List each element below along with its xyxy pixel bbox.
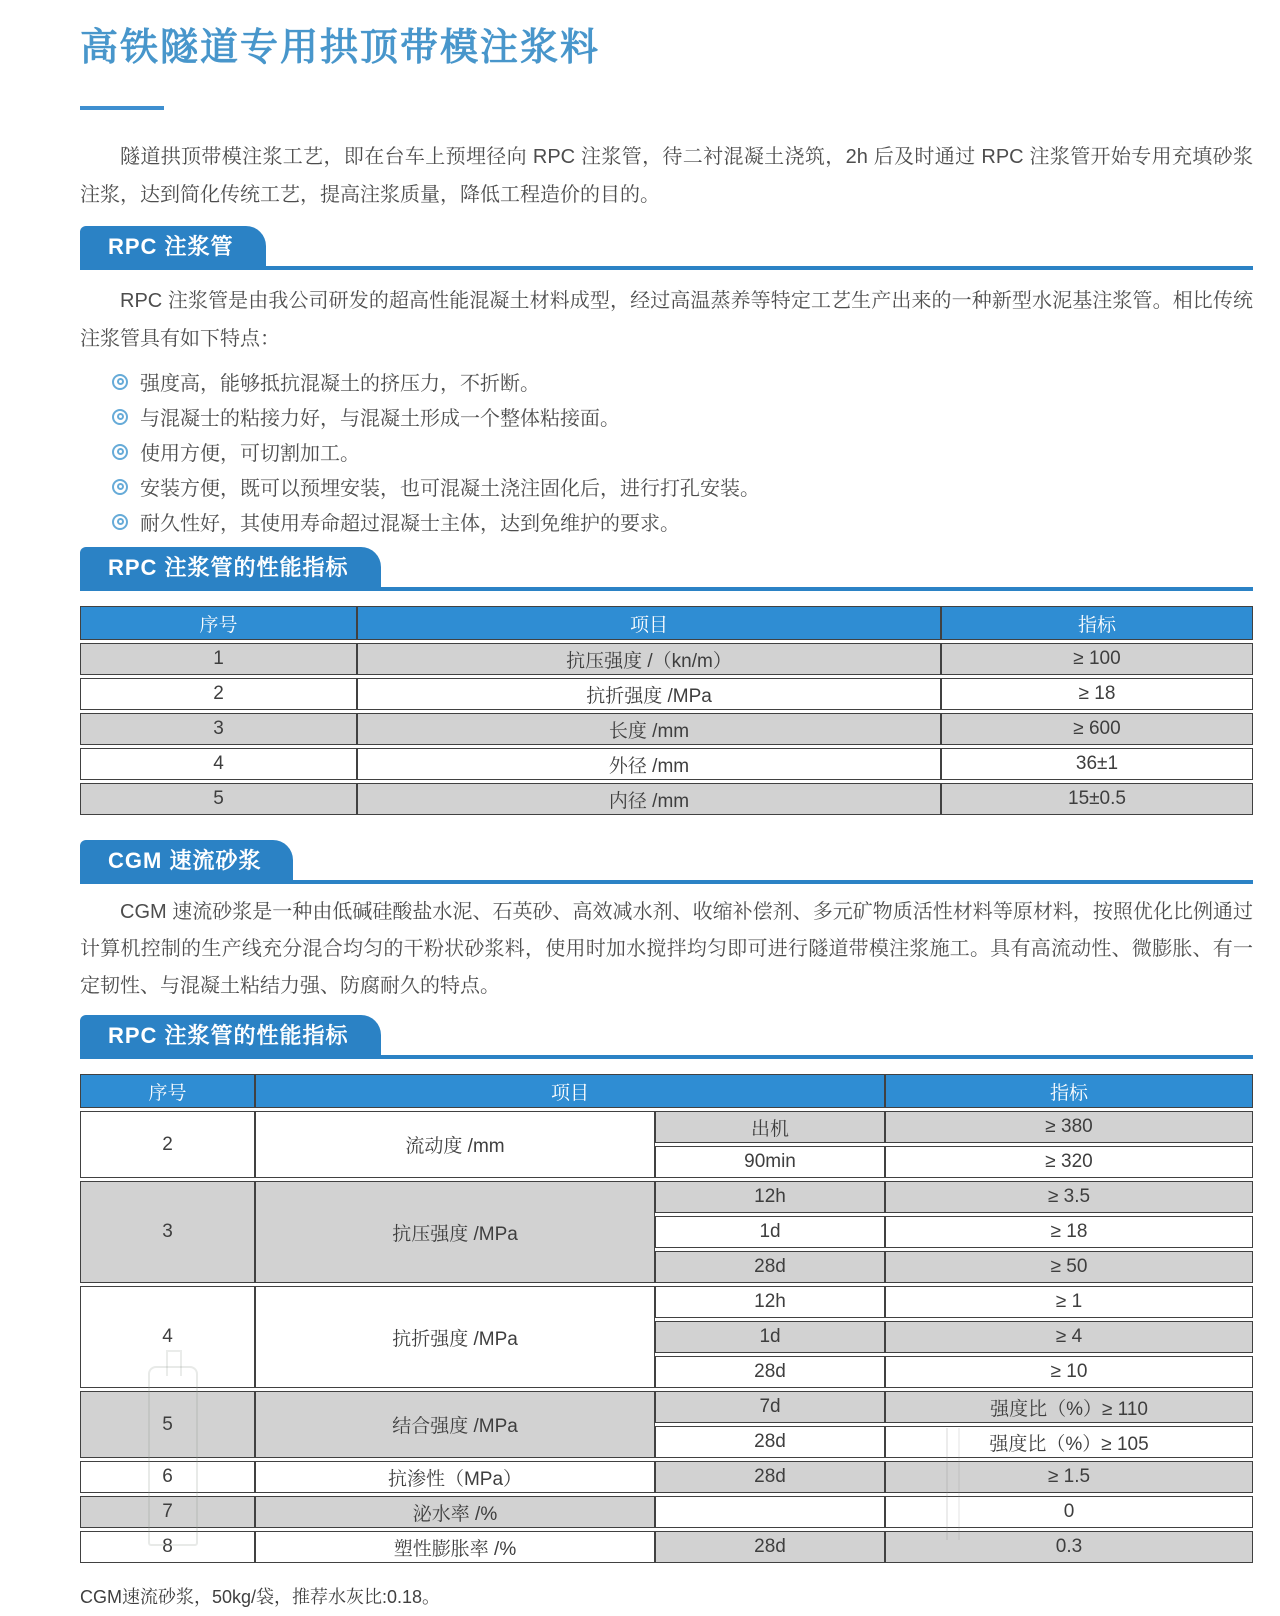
cell-item: 抗压强度 /（kn/m） bbox=[357, 643, 941, 675]
cell-no: 2 bbox=[80, 1111, 255, 1178]
column-header-value: 指标 bbox=[885, 1074, 1253, 1108]
table-row bbox=[80, 1286, 1253, 1318]
cell-no: 5 bbox=[80, 1391, 255, 1458]
cell-no: 5 bbox=[80, 783, 357, 815]
column-header-no: 序号 bbox=[80, 606, 357, 640]
cell-condition: 12h bbox=[655, 1181, 885, 1213]
cell-condition: 12h bbox=[655, 1286, 885, 1318]
table-row bbox=[80, 1181, 1253, 1213]
column-header-no: 序号 bbox=[80, 1074, 255, 1108]
cell-value: 强度比（%）≥ 110 bbox=[885, 1391, 1253, 1423]
cell-value: ≥ 18 bbox=[885, 1216, 1253, 1248]
cell-value: 0.3 bbox=[885, 1531, 1253, 1563]
feature-item bbox=[112, 364, 1253, 399]
cell-condition: 28d bbox=[655, 1426, 885, 1458]
cell-item: 抗折强度 /MPa bbox=[255, 1286, 655, 1388]
double-circle-bullet-icon bbox=[112, 409, 128, 425]
double-circle-bullet-icon bbox=[112, 374, 128, 390]
feature-text: 安装方便，既可以预埋安装，也可混凝土浇注固化后，进行打孔安装。 bbox=[140, 478, 760, 500]
cell-item: 抗折强度 /MPa bbox=[357, 678, 941, 710]
column-header-item: 项目 bbox=[255, 1074, 885, 1108]
column-header-item: 项目 bbox=[357, 606, 941, 640]
cgm-performance-table bbox=[80, 1071, 1253, 1566]
cell-condition: 28d bbox=[655, 1251, 885, 1283]
cell-value: ≥ 1 bbox=[885, 1286, 1253, 1318]
cell-no: 2 bbox=[80, 678, 357, 710]
cell-condition bbox=[655, 1496, 885, 1528]
cell-item: 抗压强度 /MPa bbox=[255, 1181, 655, 1283]
table-row bbox=[80, 1496, 1253, 1528]
cell-condition: 出机 bbox=[655, 1111, 885, 1143]
cell-value: ≥ 320 bbox=[885, 1146, 1253, 1178]
rpc-performance-table bbox=[80, 603, 1253, 818]
cell-condition: 1d bbox=[655, 1321, 885, 1353]
feature-item bbox=[112, 504, 1253, 539]
feature-text: 强度高，能够抵抗混凝土的挤压力，不折断。 bbox=[140, 373, 540, 395]
footer-note: CGM速流砂浆，50kg/袋，推荐水灰比:0.18。 bbox=[80, 1587, 441, 1607]
cell-no: 7 bbox=[80, 1496, 255, 1528]
cell-value: ≥ 600 bbox=[941, 713, 1253, 745]
feature-item bbox=[112, 469, 1253, 504]
table-row bbox=[80, 678, 1253, 710]
cell-value: ≥ 100 bbox=[941, 643, 1253, 675]
cell-no: 6 bbox=[80, 1461, 255, 1493]
cell-no: 3 bbox=[80, 1181, 255, 1283]
section-tab-cgm: CGM 速流砂浆 bbox=[80, 840, 293, 880]
cell-no: 4 bbox=[80, 748, 357, 780]
cell-item: 结合强度 /MPa bbox=[255, 1391, 655, 1458]
table-header-row bbox=[80, 1074, 1253, 1108]
cell-no: 1 bbox=[80, 643, 357, 675]
table-row bbox=[80, 783, 1253, 815]
cell-no: 3 bbox=[80, 713, 357, 745]
table-row bbox=[80, 748, 1253, 780]
column-header-value: 指标 bbox=[941, 606, 1253, 640]
cell-value: 强度比（%）≥ 105 bbox=[885, 1426, 1253, 1458]
table-row bbox=[80, 643, 1253, 675]
cell-no: 8 bbox=[80, 1531, 255, 1563]
cell-value: ≥ 380 bbox=[885, 1111, 1253, 1143]
table-header-row bbox=[80, 606, 1253, 640]
cell-condition: 28d bbox=[655, 1531, 885, 1563]
section-header-cgm-table bbox=[80, 1015, 1253, 1059]
section-header-rpc bbox=[80, 226, 1253, 270]
feature-list bbox=[80, 364, 1253, 539]
cell-condition: 28d bbox=[655, 1356, 885, 1388]
cell-item: 长度 /mm bbox=[357, 713, 941, 745]
cell-value: ≥ 10 bbox=[885, 1356, 1253, 1388]
section-tab-rpc-table: RPC 注浆管的性能指标 bbox=[80, 547, 381, 587]
rpc-description: RPC 注浆管是由我公司研发的超高性能混凝土材料成型，经过高温蒸养等特定工艺生产出来的一种新型水泥基注浆管。相比传统注浆管具有如下特点： bbox=[80, 290, 1253, 350]
section-tab-cgm-table: RPC 注浆管的性能指标 bbox=[80, 1015, 381, 1055]
cell-item: 抗渗性（MPa） bbox=[255, 1461, 655, 1493]
table-row bbox=[80, 1111, 1253, 1143]
cell-item: 泌水率 /% bbox=[255, 1496, 655, 1528]
intro-paragraph: 隧道拱顶带模注浆工艺，即在台车上预埋径向 RPC 注浆管，待二衬混凝土浇筑，2h 后及时通过 RPC 注浆管开始专用充填砂浆注浆，达到简化传统工艺，提高注浆质量，降低工程造价的目的。 bbox=[80, 146, 1253, 206]
feature-text: 使用方便，可切割加工。 bbox=[140, 443, 360, 465]
cell-condition: 1d bbox=[655, 1216, 885, 1248]
section-tab-rpc: RPC 注浆管 bbox=[80, 226, 266, 266]
page-title: 高铁隧道专用拱顶带模注浆料 bbox=[80, 27, 601, 69]
table-row bbox=[80, 1531, 1253, 1563]
section-header-cgm bbox=[80, 840, 1253, 884]
cell-item: 内径 /mm bbox=[357, 783, 941, 815]
cgm-description: CGM 速流砂浆是一种由低碱硅酸盐水泥、石英砂、高效减水剂、收缩补偿剂、多元矿物质活性材料等原材料，按照优化比例通过计算机控制的生产线充分混合均匀的干粉状砂浆料，使用时加水搅拌均匀即可进行隧道带模注浆施工。具有高流动性、微膨胀、有一定韧性、与混凝土粘结力强、防腐耐久的特点。 bbox=[80, 901, 1253, 997]
cell-value: ≥ 4 bbox=[885, 1321, 1253, 1353]
cell-no: 4 bbox=[80, 1286, 255, 1388]
cell-value: 36±1 bbox=[941, 748, 1253, 780]
feature-item bbox=[112, 399, 1253, 434]
cell-value: ≥ 50 bbox=[885, 1251, 1253, 1283]
cell-item: 塑性膨胀率 /% bbox=[255, 1531, 655, 1563]
title-underline bbox=[80, 106, 164, 110]
cell-condition: 90min bbox=[655, 1146, 885, 1178]
cell-value: ≥ 18 bbox=[941, 678, 1253, 710]
cell-value: ≥ 3.5 bbox=[885, 1181, 1253, 1213]
table-row bbox=[80, 1461, 1253, 1493]
feature-text: 与混凝士的粘接力好，与混凝土形成一个整体粘接面。 bbox=[140, 408, 620, 430]
table-row bbox=[80, 1391, 1253, 1423]
cell-condition: 28d bbox=[655, 1461, 885, 1493]
table-row bbox=[80, 713, 1253, 745]
cell-value: ≥ 1.5 bbox=[885, 1461, 1253, 1493]
cell-item: 外径 /mm bbox=[357, 748, 941, 780]
cell-value: 0 bbox=[885, 1496, 1253, 1528]
double-circle-bullet-icon bbox=[112, 514, 128, 530]
section-header-rpc-table bbox=[80, 547, 1253, 591]
feature-text: 耐久性好，其使用寿命超过混凝士主体，达到免维护的要求。 bbox=[140, 513, 680, 535]
cell-item: 流动度 /mm bbox=[255, 1111, 655, 1178]
double-circle-bullet-icon bbox=[112, 444, 128, 460]
double-circle-bullet-icon bbox=[112, 479, 128, 495]
cell-value: 15±0.5 bbox=[941, 783, 1253, 815]
feature-item bbox=[112, 434, 1253, 469]
cell-condition: 7d bbox=[655, 1391, 885, 1423]
